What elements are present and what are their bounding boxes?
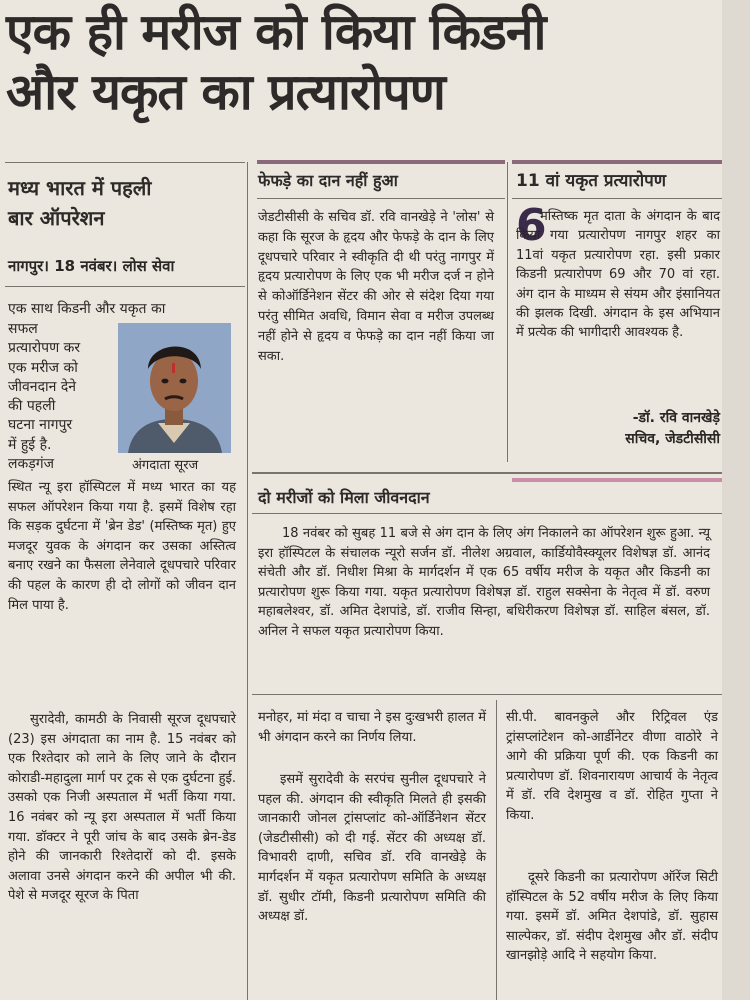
headline: [6, 4, 746, 120]
liver-quote: [516, 200, 720, 343]
headline-line-2: और यकृत का प्रत्यारोपण: [6, 63, 445, 121]
column-rule-mid: [507, 162, 508, 462]
lifegiving-heading-rule: [252, 513, 722, 514]
portrait-image: [118, 323, 231, 453]
photo-caption: अंगदाता सूरज: [132, 458, 199, 473]
liver-quote-text: मस्तिष्क मृत दाता के अंगदान के बाद किया गया प्रत्यारोपण नागपुर शहर का 11वां यकृत प्रत्यारोपण रहा. इसी प्रकार किडनी प्रत्यारोपण 69 और 70 वां रहा. अंग दान के माध्यम से संयम और इंसानियत की झलक दिखी. अंगदान के इस अभियान में प्रत्येक की भागीदारी आवश्यक है.: [516, 209, 720, 341]
signature-title: सचिव, जेडटीसीसी: [625, 431, 720, 447]
liver-heading-rule: [512, 198, 722, 199]
lifegiving-top-rule: [252, 472, 722, 474]
lungs-box-heading: फेफड़े का दान नहीं हुआ: [258, 171, 398, 190]
lead-line: प्रत्यारोपण कर: [8, 340, 81, 357]
adjacent-page-strip: [722, 0, 750, 1000]
donor-photo: [118, 323, 231, 453]
liver-signature: [516, 408, 720, 450]
headline-line-1: एक ही मरीज को किया किडनी: [6, 3, 546, 61]
left-subhead-line-2: बार ऑपरेशन: [8, 206, 105, 230]
mid-para-2: इसमें सुरादेवी के सरपंच सुनील दूधपचारे ने पहल की. अंगदान की स्वीकृति मिलते ही इसकी जानकारी जोनल ट्रांसप्लांट को-ऑर्डिनेशन सेंटर (जेडटीसीसी) को दी गई. सेंटर की अध्यक्ष डॉ. विभावरी दाणी, सचिव डॉ. रवि वानखेड़े के मार्गदर्शन में यकृत प्रत्यारोपण समिति के अध्यक्ष डॉ. सुधीर टॉमी, किडनी प्रत्यारोपण समिति की अध्यक्ष डॉ.: [258, 772, 486, 925]
left-lead-full: एक साथ किडनी और यकृत का: [8, 301, 166, 317]
lifegiving-bottom-rule: [252, 694, 722, 695]
lead-line: जीवनदान देने: [8, 378, 77, 395]
lead-line: की पहली: [8, 398, 56, 415]
liver-box-topbar: [512, 160, 722, 164]
lifegiving-text: 18 नवंबर को सुबह 11 बजे से अंग दान के लिए अंग निकालने का ऑपरेशन शुरू हुआ. न्यू इरा हॉस्पिटल के संचालक न्यूरो सर्जन डॉ. नीलेश अग्रवाल, कार्डियोवैस्क्यूलर विशेषज्ञ डॉ. आनंद संचेती और डॉ. निधीश मिश्रा के मार्गदर्शन में एक 65 वर्षीय मरीज के यकृत और किडनी का प्रत्यारोपण शुरू किया गया. यकृत प्रत्यारोपण विशेषज्ञ डॉ. राहुल सक्सेना के नेतृत्व में डॉ. वरुण महाबलेश्वर, डॉ. अमित देशपांडे, डॉ. राजीव सिन्हा, बधिरीकरण विशेषज्ञ डॉ. साहिल बंसल, डॉ. अनिल ने सफल यकृत प्रत्यारोपण किया.: [258, 526, 710, 639]
lungs-heading-rule: [257, 198, 505, 199]
column-rule-left: [247, 162, 248, 1000]
mid-para-1: मनोहर, मां मंदा व चाचा ने इस दुःखभरी हालत में भी अंगदान करने का निर्णय लिया.: [258, 710, 486, 745]
liver-dropcap: 6: [516, 200, 547, 251]
left-subhead-line-1: मध्य भारत में पहली: [8, 176, 152, 200]
lead-line: एक मरीज को: [8, 359, 78, 376]
left-para-2: सुरादेवी, कामठी के निवासी सूरज दूधपचारे (23) इस अंगदाता का नाम है. 15 नवंबर को एक रिश्तेदार को लाने के लिए जाने के दौरान कोराडी-महादुला मार्ग पर ट्रक से एक दुर्घटना हुई. उसको एक निजी अस्पताल में भर्ती किया गया. 16 नवंबर को न्यू इरा अस्पताल में भर्ती किया गया. डॉक्टर ने पूरी जांच के बाद उसके ब्रेन-डेड होने की जानकारी रिश्तेदारों को दी. इसके अलावा उनसे अंगदान करने की अपील भी की. पेशे से मजदूर सूरज के पिता: [8, 712, 236, 904]
signature-name: -डॉ. रवि वानखेड़े: [632, 410, 720, 426]
lead-line: घटना नागपुर: [8, 417, 73, 434]
lead-line: में हुई है.: [8, 436, 52, 453]
dateline: नागपुर। 18 नवंबर। लोस सेवा: [8, 257, 175, 275]
headline-rule: [5, 162, 245, 163]
lead-line: लकड़गंज: [8, 456, 55, 473]
left-lead-lines: [8, 320, 116, 474]
column-rule-bottom: [496, 700, 497, 1000]
left-para-1: स्थित न्यू इरा हॉस्पिटल में मध्य भारत का यह सफल ऑपरेशन किया गया है. इसमें विशेष रहा कि सड़क दुर्घटना में 'ब्रेन डेड' (मस्तिष्क मृत) हुए मजदूर युवक के अंगदान कर उसका अस्तित्व बनाए रखने का फैसला लेनेवाले दूधपचारे परिवार की पहल के कारण ही दो लोगों को जीवन दान मिल पाया है.: [8, 480, 236, 613]
lungs-box-text: जेडटीसीसी के सचिव डॉ. रवि वानखेड़े ने 'लोस' से कहा कि सूरज के हृदय और फेफड़े के दान के लिए दूधपचारे परिवार ने स्वीकृति दी थी परंतु नागपुर में हृदय प्रत्यारोपण के लिए एक भी मरीज दर्ज न होने से कोऑर्डिनेशन सेंटर की ओर से संदेश दिया गया परंतु सीमित अवधि, विमान सेवा व मरीज उपलब्ध नहीं होने से हृदय व फेफड़े का दान नहीं किया जा सका.: [258, 210, 494, 364]
lifegiving-accent: [512, 478, 722, 482]
liver-box-heading: 11 वां यकृत प्रत्यारोपण: [516, 171, 667, 191]
lifegiving-heading: दो मरीजों को मिला जीवनदान: [258, 488, 430, 507]
dateline-rule: [5, 286, 245, 287]
lungs-box-topbar: [257, 160, 505, 164]
lead-line: सफल: [8, 321, 38, 337]
right-para-2: दूसरे किडनी का प्रत्यारोपण ऑरेंज सिटी हॉस्पिटल के 52 वर्षीय मरीज के लिए किया गया. इसमें डॉ. अमित देशपांडे, डॉ. सुहास साल्पेकर, डॉ. संदीप देशमुख और डॉ. संदीप खानझोड़े आदि ने सहयोग किया.: [506, 870, 718, 964]
right-para-1: सी.पी. बावनकुले और रिट्रिवल एंड ट्रांसप्लांटेशन को-आर्डीनेटर वीणा वाठोरे ने आगे की प्रक्रिया पूर्ण की. एक किडनी का प्रत्यारोपण डॉ. शिवनारायण आचार्य के नेतृत्व में डॉ. रवि देशमुख व डॉ. रोहित गुप्ता ने किया.: [506, 710, 718, 823]
left-subhead: [8, 176, 246, 230]
